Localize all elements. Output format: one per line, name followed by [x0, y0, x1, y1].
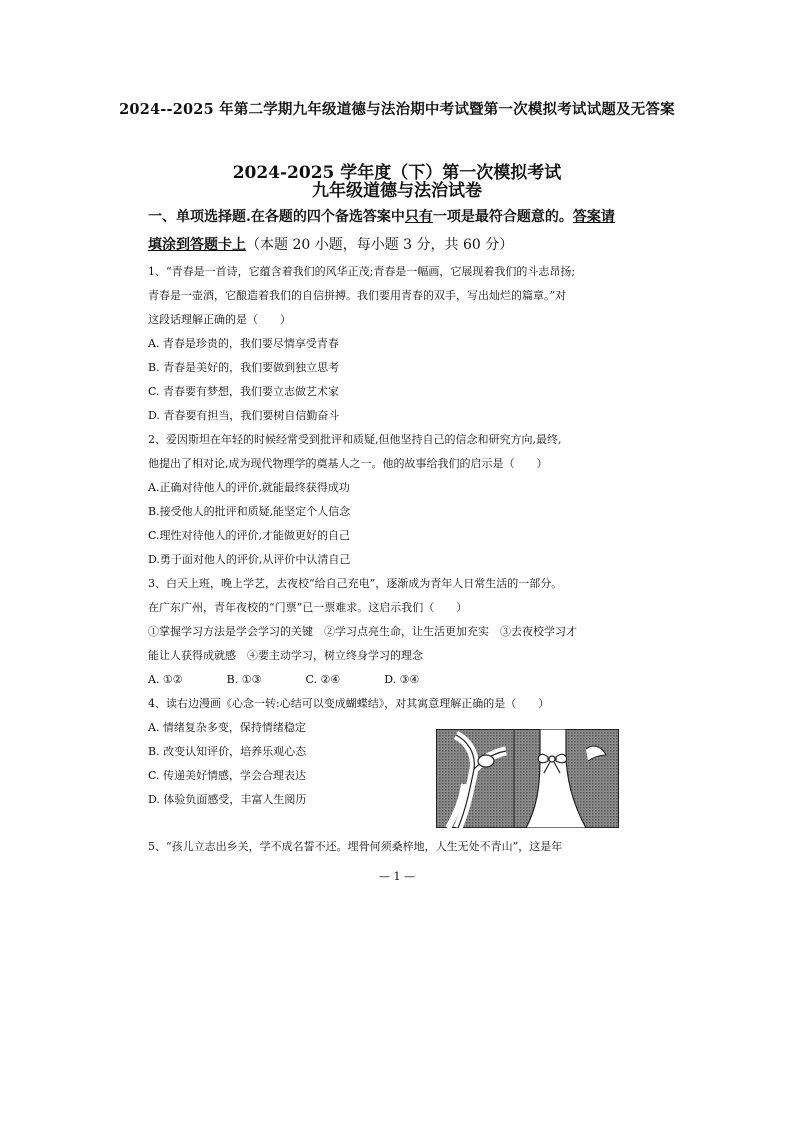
q1-option-d: D. 青春要有担当，我们要树自信勤奋斗 — [148, 409, 340, 422]
document-header-title: 2024--2025 年第二学期九年级道德与法治期中考试暨第一次模拟考试试题及无答案 — [119, 101, 675, 118]
q5-stem-line1: 5、“孩儿立志出乡关，学不成名誓不还。埋骨何须桑梓地，人生无处不青山”，这是年 — [148, 840, 563, 853]
q1-stem-line2: 青春是一壶酒，它酿造着我们的自信拼搏。我们要用青春的双手，写出灿烂的篇章。”对 — [148, 289, 567, 302]
section-heading-text-2: 一项是最符合题意的。 — [432, 209, 573, 225]
section-heading-underline-only: 只有 — [404, 209, 433, 225]
cartoon-image — [436, 729, 619, 828]
page-number: — 1 — — [379, 870, 415, 883]
exam-title-line1: 2024-2025 学年度（下）第一次模拟考试 — [232, 163, 562, 183]
q1-option-a: A. 青春是珍贵的，我们要尽情享受青春 — [148, 337, 339, 350]
q3-stem-line3: ①掌握学习方法是学会学习的关键 ②学习点亮生命，让生活更加充实 ③去夜校学习才 — [148, 625, 577, 638]
q1-option-c: C. 青春要有梦想，我们要立志做艺术家 — [148, 385, 340, 398]
section-heading-text: 一、单项选择题.在各题的四个备选答案中 — [148, 209, 405, 225]
section-heading-score-info: （本题 20 小题，每小题 3 分，共 60 分） — [246, 237, 514, 253]
section-heading-answer-card: 填涂到答题卡上 — [148, 237, 246, 253]
q2-option-a: A.正确对待他人的评价,就能最终获得成功 — [148, 481, 350, 494]
q1-stem-line1: 1、“青春是一首诗，它蕴含着我们的风华正茂;青春是一幅画，它展现着我们的斗志昂扬; — [148, 265, 576, 278]
q2-option-b: B.接受他人的批评和质疑,能坚定个人信念 — [148, 505, 351, 518]
q1-stem-line3: 这段话理解正确的是（ ） — [148, 313, 291, 326]
section-heading-answer-note: 答案请 — [572, 209, 615, 225]
q2-stem-line2: 他提出了相对论,成为现代物理学的奠基人之一。他的故事给我们的启示是（ ） — [148, 457, 548, 470]
exam-title-line2: 九年级道德与法治试卷 — [312, 181, 482, 201]
q4-option-c: C. 传递美好情感，学会合理表达 — [148, 769, 307, 782]
q3-stem-line2: 在广东广州，青年夜校的“门票”已一票难求。这启示我们（ ） — [148, 601, 468, 614]
q2-stem-line1: 2、爱因斯坦在年轻的时候经常受到批评和质疑,但他坚持自己的信念和研究方向,最终, — [148, 433, 562, 446]
q2-option-d: D.勇于面对他人的评价,从评价中认清自己 — [148, 553, 351, 566]
q4-option-d: D. 体验负面感受，丰富人生阅历 — [148, 793, 307, 806]
q1-option-b: B. 青春是美好的，我们要做到独立思考 — [148, 361, 340, 374]
q4-option-a: A. 情绪复杂多变，保持情绪稳定 — [148, 721, 306, 734]
section-heading — [148, 203, 668, 259]
q2-option-c: C.理性对待他人的评价,才能做更好的自己 — [148, 529, 351, 542]
q3-stem-line4: 能让人获得成就感 ④要主动学习，树立终身学习的理念 — [148, 649, 423, 662]
q4-option-b: B. 改变认知评价，培养乐观心态 — [148, 745, 307, 758]
q4-stem-line1: 4、读右边漫画《心念一转:心结可以变成蝴蝶结》，对其寓意理解正确的是（ ） — [148, 697, 550, 710]
q3-stem-line1: 3、白天上班，晚上学艺，去夜校“给自己充电”，逐渐成为青年人日常生活的一部分。 — [148, 577, 563, 590]
q3-options: A. ①② B. ①③ C. ②④ D. ③④ — [148, 673, 420, 686]
